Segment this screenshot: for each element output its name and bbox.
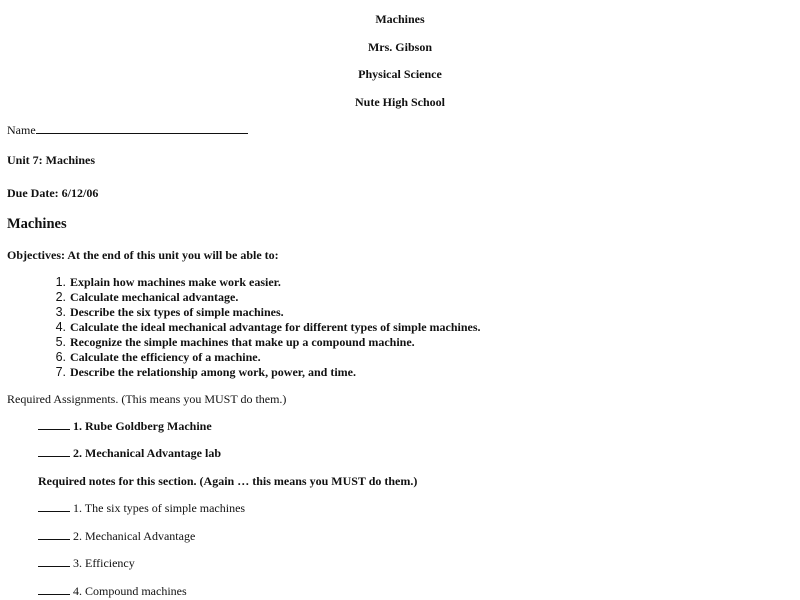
note-text: 3. Efficiency [73, 556, 135, 570]
name-label: Name [7, 123, 36, 137]
objectives-intro: Objectives: At the end of this unit you will be able to: [7, 248, 279, 262]
checkbox-blank[interactable] [38, 555, 70, 567]
item-text: Calculate the ideal mechanical advantage for different types of simple machines. [70, 320, 481, 334]
item-number: 4. [55, 320, 66, 334]
note-text: 1. The six types of simple machines [73, 501, 246, 515]
note-text: 4. Compound machines [73, 584, 187, 598]
unit-label: Unit 7: Machines [7, 153, 95, 167]
item-number: 5. [55, 335, 66, 349]
item-number: 2. [55, 290, 66, 304]
item-number: 7. [55, 365, 66, 379]
name-line [36, 121, 248, 134]
checkbox-blank[interactable] [38, 445, 70, 457]
school-name: Nute High School [354, 95, 445, 109]
item-text: Recognize the simple machines that make up a compound machine. [70, 335, 415, 349]
checkbox-blank[interactable] [38, 500, 70, 512]
assignment-item[interactable] [38, 445, 221, 461]
item-number: 3. [55, 305, 66, 319]
checkbox-blank[interactable] [38, 528, 70, 540]
section-title: Machines [7, 216, 67, 232]
assignment-item[interactable] [38, 418, 212, 434]
doc-title: Machines [375, 12, 425, 26]
checkbox-blank[interactable] [38, 583, 70, 595]
note-item[interactable] [38, 555, 135, 571]
required-notes-label: Required notes for this section. (Again … this means you MUST do them.) [38, 474, 418, 488]
item-number: 6. [55, 350, 66, 364]
item-text: Explain how machines make work easier. [70, 275, 281, 289]
item-text: Describe the six types of simple machines. [70, 305, 284, 319]
course-name: Physical Science [358, 67, 442, 81]
item-text: Calculate mechanical advantage. [70, 290, 239, 304]
note-item[interactable] [38, 583, 187, 599]
assignment-text: 1. Rube Goldberg Machine [73, 419, 212, 433]
note-item[interactable] [38, 500, 245, 516]
note-text: 2. Mechanical Advantage [73, 529, 196, 543]
item-text: Describe the relationship among work, power, and time. [70, 365, 356, 379]
note-item[interactable] [38, 528, 195, 544]
checkbox-blank[interactable] [38, 418, 70, 430]
due-date: Due Date: 6/12/06 [7, 186, 99, 200]
name-field[interactable] [7, 121, 248, 138]
required-assignments-label: Required Assignments. (This means you MUST do them.) [7, 392, 287, 406]
assignment-text: 2. Mechanical Advantage lab [73, 446, 222, 460]
item-number: 1. [55, 275, 66, 289]
item-text: Calculate the efficiency of a machine. [70, 350, 261, 364]
teacher-name: Mrs. Gibson [367, 40, 432, 54]
